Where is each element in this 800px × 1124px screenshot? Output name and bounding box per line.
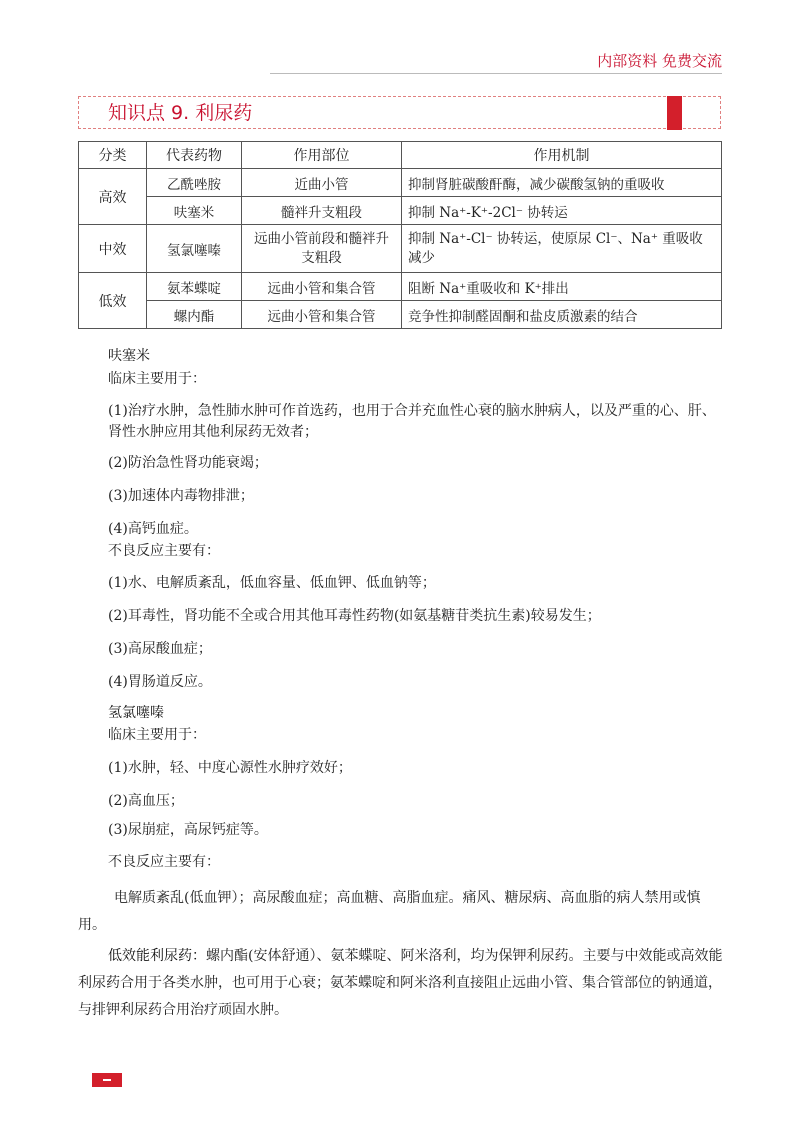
table-header: 代表药物 [147,142,242,169]
mechanism-cell: 抑制肾脏碳酸酐酶，减少碳酸氢钠的重吸收 [402,169,722,197]
drug-cell: 氨苯蝶啶 [147,273,242,301]
table-row [79,197,722,225]
mechanism-cell: 抑制 Na⁺-Cl⁻ 协转运，使原尿 Cl⁻、Na⁺ 重吸收减少 [402,225,722,273]
list-item: (1)水肿，轻、中度心源性水肿疗效好； [108,760,352,776]
header-text: 内部资料 免费交流 [597,52,722,70]
list-item: (2)耳毒性，肾功能不全或合用其他耳毒性药物(如氨基糖苷类抗生素)较易发生； [108,608,601,624]
list-item: (1)治疗水肿，急性肺水肿可作首选药，也用于合并充血性心衰的脑水肿病人，以及严重的心、肝、肾性水肿应用其他利尿药无效者； [108,403,716,440]
adverse-paragraph: 电解质紊乱(低血钾）；高尿酸血症；高血糖、高脂血症。痛风、糖尿病、高血脂的病人禁用或慎用。 [78,890,701,933]
table-header: 作用机制 [402,142,722,169]
table-header: 作用部位 [242,142,402,169]
class-cell: 低效 [79,273,147,329]
class-cell: 中效 [79,225,147,273]
table-header-row [79,142,722,169]
list-item: (4)高钙血症。 [108,521,198,537]
paragraph-text: 螺内酯(安体舒通）、氨苯蝶啶、阿米洛利，均为保钾利尿药。主要与中效能或高效能利尿药合用于各类水肿，也可用于心衰；氨苯蝶啶和阿米洛利直接阻止远曲小管、集合管部位的钠通道，与排钾利尿药合用治疗顽固水肿。 [78,948,723,1018]
adverse-label: 不良反应主要有： [108,543,220,559]
mechanism-cell: 阻断 Na⁺重吸收和 K⁺排出 [402,273,722,301]
table-row [79,301,722,329]
mechanism-cell: 抑制 Na⁺-K⁺-2Cl⁻ 协转运 [402,197,722,225]
body-text [78,346,728,1024]
drug-cell: 呋塞米 [147,197,242,225]
site-cell: 远曲小管前段和髓袢升支粗段 [242,225,402,273]
drug-cell: 螺内酯 [147,301,242,329]
table-header: 分类 [79,142,147,169]
page-marker [103,1079,111,1081]
knowledge-point-title: 知识点 9. 利尿药 [108,102,253,124]
clinical-label: 临床主要用于： [108,727,206,743]
site-cell: 近曲小管 [242,169,402,197]
list-item: (3)加速体内毒物排泄； [108,488,254,504]
list-item: (3)高尿酸血症； [108,641,212,657]
section-heading: 氢氯噻嗪 [108,705,164,721]
site-cell: 远曲小管和集合管 [242,301,402,329]
drug-cell: 乙酰唑胺 [147,169,242,197]
section-heading: 低效能利尿药： [108,948,206,964]
clinical-label: 临床主要用于： [108,371,206,387]
site-cell: 髓袢升支粗段 [242,197,402,225]
low-efficacy-paragraph [78,943,728,1024]
list-item: (3)尿崩症，高尿钙症等。 [108,822,268,838]
table-row [79,273,722,301]
accent-bar [667,96,682,130]
table-row [79,225,722,273]
diuretics-table [78,141,722,329]
list-item: (1)水、电解质紊乱，低血容量、低血钾、低血钠等； [108,575,436,591]
drug-cell: 氢氯噻嗪 [147,225,242,273]
header-rule [270,73,722,74]
class-cell: 高效 [79,169,147,225]
site-cell: 远曲小管和集合管 [242,273,402,301]
mechanism-cell: 竞争性抑制醛固酮和盐皮质激素的结合 [402,301,722,329]
adverse-label: 不良反应主要有： [108,854,220,870]
list-item: (4)胃肠道反应。 [108,674,212,690]
table-row [79,169,722,197]
section-heading: 呋塞米 [108,348,150,364]
list-item: (2)高血压； [108,793,184,809]
list-item: (2)防治急性肾功能衰竭； [108,455,268,471]
